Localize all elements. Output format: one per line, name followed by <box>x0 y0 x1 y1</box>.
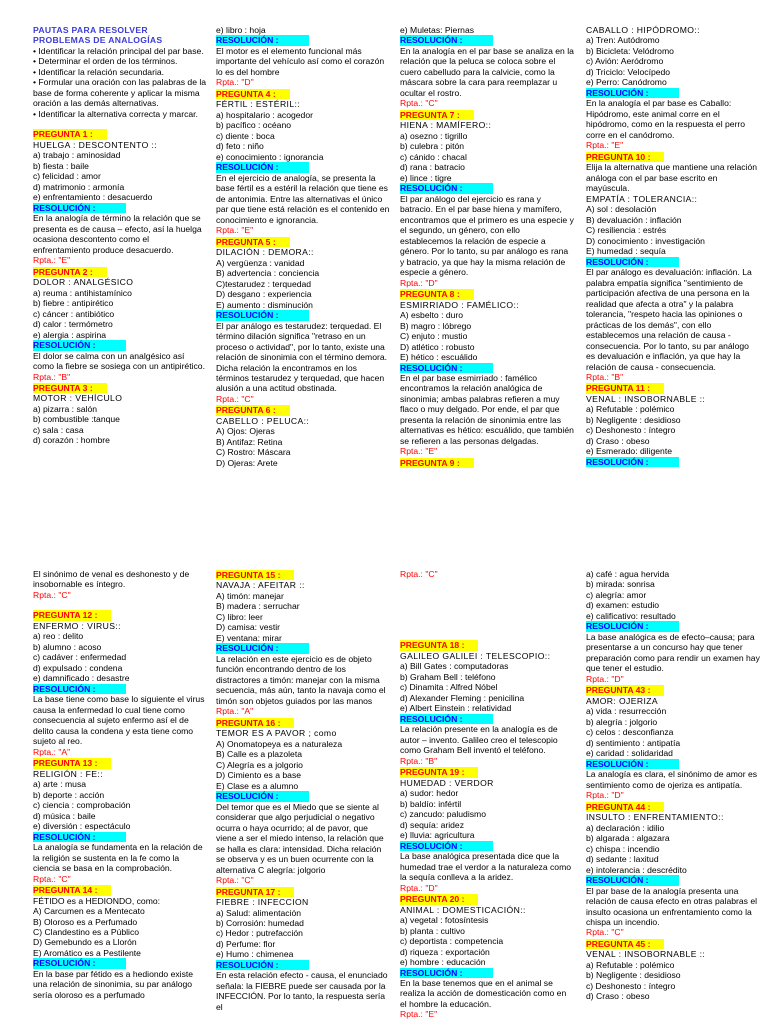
answer-key: Rpta.: "A" <box>216 706 254 717</box>
analogy-pair: ANIMAL : DOMESTICACIÓN:: <box>400 904 526 915</box>
question-heading: PREGUNTA 3 : <box>33 383 107 393</box>
answer-option: e) diversión : espectáculo <box>33 821 131 832</box>
answer-key: Rpta.: "C" <box>400 98 438 109</box>
explanation-text: El par análogo es devaluación: inflación. La palabra empatía significa "sentimiento de participación afectiva de una persona en la realidad que afecta a otra" y la palabra tolerancia, "respeto hacia las opiniones o prácticas de los demás", con ello establecemos una relación de causa - consecuencia. Por lo tanto, su par análogo es devaluación e inflación, ya que hay la relación de causa - consecuencia. <box>586 267 752 372</box>
answer-option: e) libro : hoja <box>216 25 266 35</box>
analogy-pair: ESMIRRIADO : FAMÉLICO:: <box>400 299 520 310</box>
column-5 <box>33 569 207 1024</box>
answer-option: D) conocimiento : investigación <box>586 235 705 246</box>
answer-option: d) feto : niño <box>216 141 264 152</box>
answer-key: Rpta.: "B" <box>586 371 624 382</box>
guideline-item: • Identificar la relación secundaria. <box>33 66 165 77</box>
guideline-item: • Determinar el orden de los términos. <box>33 56 178 67</box>
answer-option: E) aumento : disminución <box>216 299 313 310</box>
answer-option: C) Clandestino es a Público <box>33 926 140 937</box>
column-2 <box>216 25 390 515</box>
analogy-pair: VENAL : INSOBORNABLE :: <box>586 949 706 960</box>
answer-option: B) Antifaz: Retina <box>216 436 283 447</box>
answer-option: e) Muletas: Piernas <box>400 25 475 35</box>
answer-option: e) lince : tigre <box>400 172 452 183</box>
answer-option: a) reuma : antihistamínico <box>33 287 132 298</box>
question-heading: PREGUNTA 20 : <box>400 894 478 904</box>
explanation-text: El sinónimo de venal es deshonesto y de insobornable es íntegro. <box>33 569 190 590</box>
analogy-pair: INSULTO : ENFRENTAMIENTO:: <box>586 812 724 823</box>
answer-key: Rpta.: "D" <box>400 277 438 288</box>
spacer <box>33 119 207 128</box>
answer-option: d) sentimiento : antipatía <box>586 737 681 748</box>
answer-option: a) Tren: Autódromo <box>586 35 660 46</box>
answer-option: c) zancudo: paludismo <box>400 809 486 820</box>
explanation-text: En la base par fétido es a hediondo existe una relación de sinonimia, su par análogo sería oloroso es a perfumado <box>33 968 194 1000</box>
answer-option: B) magro : lóbrego <box>400 320 472 331</box>
answer-option: b) baldío: infértil <box>400 798 462 809</box>
answer-option: E) humedad : sequía <box>586 246 666 257</box>
guideline-item: • Identificar la alternativa correcta y marcar. <box>33 108 198 119</box>
answer-key: Rpta.: "E" <box>400 1009 438 1020</box>
answer-key: Rpta.: "C" <box>33 873 71 884</box>
explanation-text: La analogía se fundamenta en la relación de la religión se sustenta en la fe como la ciencia se basa en la comprobación. <box>33 842 203 874</box>
answer-option: a) declaración : idilio <box>586 822 665 833</box>
answer-option: D) Cimiento es a base <box>216 770 302 781</box>
answer-option: A) Carcumen es a Mentecato <box>33 906 145 917</box>
explanation-text: En esta relación efecto - causa, el enunciado señala: la FIEBRE puede ser causada por la INFECCIÓN. Por lo tanto, la respuesta sería el <box>216 970 388 1012</box>
question-heading: PREGUNTA 45 : <box>586 939 664 949</box>
question-heading: PREGUNTA 4 : <box>216 89 290 99</box>
column-1 <box>33 25 207 515</box>
question-heading: PREGUNTA 17 : <box>216 887 294 897</box>
analogy-pair: FÉRTIL : ESTÉRIL:: <box>216 99 301 110</box>
explanation-text: El motor es el elemento funcional más importante del vehículo así como el corazón lo es del hombre <box>216 45 385 77</box>
answer-option: e) Humo : chimenea <box>216 949 294 960</box>
answer-option: A) timón: manejar <box>216 590 284 601</box>
answer-key: Rpta.: "B" <box>400 755 438 766</box>
answer-key: Rpta.: "A" <box>33 746 71 757</box>
explanation-text: En el par base esmirriado : famélico encontramos la relación analógica de sinonimia; ambas palabras refieren a muy flaco o muy delgado. Por ende, el par que presenta la relación de sinonimia entre las alternativas es hético: escuálido, que también se refieren a las personas delgadas. <box>400 372 574 446</box>
question-heading: PREGUNTA 18 : <box>400 640 478 650</box>
resolution-heading: RESOLUCIÓN : <box>400 968 493 978</box>
answer-option: b) culebra : pitón <box>400 141 465 152</box>
answer-option: D) Gemebundo es a Llorón <box>33 937 137 948</box>
question-heading: PREGUNTA 2 : <box>33 267 107 277</box>
answer-option: b) deporte : acción <box>33 789 105 800</box>
question-heading: PREGUNTA 8 : <box>400 289 474 299</box>
question-heading: PREGUNTA 15 : <box>216 570 294 580</box>
question-heading: PREGUNTA 6 : <box>216 405 290 415</box>
answer-option: D) desgano : experiencia <box>216 289 312 300</box>
spacer <box>33 600 207 609</box>
answer-key: Rpta.: "E" <box>586 140 624 151</box>
answer-option: a) Bill Gates : computadoras <box>400 661 509 672</box>
answer-option: d) matrimonio : armonía <box>33 181 125 192</box>
resolution-heading: RESOLUCIÓN : <box>33 684 126 694</box>
answer-option: c) alegría: amor <box>586 589 647 600</box>
analogy-pair: NAVAJA : AFEITAR :: <box>216 580 305 591</box>
answer-option: b) Corrosión: humedad <box>216 917 304 928</box>
answer-option: c) chispa : incendio <box>586 843 660 854</box>
resolution-heading: RESOLUCIÓN : <box>400 841 493 851</box>
answer-option: c) sala : casa <box>33 424 84 435</box>
answer-option: a) sudor: hedor <box>400 788 459 799</box>
question-heading: PREGUNTA 43 : <box>586 685 664 695</box>
answer-option: b) Graham Bell : teléfono <box>400 671 496 682</box>
answer-option: c) ciencia : comprobación <box>33 800 131 811</box>
answer-option: d) corazón : hombre <box>33 435 110 446</box>
answer-option: a) pizarra : salón <box>33 403 98 414</box>
analogy-pair: RELIGIÓN : FE:: <box>33 768 103 779</box>
answer-option: C) Alegría es a jolgorio <box>216 759 303 770</box>
answer-option: B) devaluación : inflación <box>586 214 682 225</box>
answer-key: Rpta.: "D" <box>586 673 624 684</box>
analogy-pair: CABELLO : PELUCA:: <box>216 415 310 426</box>
question-heading: PREGUNTA 7 : <box>400 110 474 120</box>
answer-option: d) Alexander Fleming : penicilina <box>400 692 525 703</box>
answer-option: a) Salud: alimentación <box>216 907 302 918</box>
answer-key: Rpta.: "B" <box>33 371 71 382</box>
explanation-text: En la analogía de término la relación que se presenta es de causa – efecto, así la huelga ocasiona descontento como el enfrentamiento produce desacuerdo. <box>33 213 202 255</box>
answer-option: A) vergüenza : vanidad <box>216 257 305 268</box>
answer-key: Rpta.: "C" <box>586 927 624 938</box>
explanation-text: La analogía es clara, el sinónimo de amor es sentimiento como de ojeriza es antipatía. <box>586 769 758 790</box>
answer-option: B) advertencia : conciencia <box>216 268 320 279</box>
answer-option: b) mirada: sonrisa <box>586 579 655 590</box>
answer-key: Rpta.: "E" <box>400 446 438 457</box>
answer-key: Rpta.: "D" <box>586 790 624 801</box>
answer-option: B) madera : serruchar <box>216 601 300 612</box>
resolution-heading: RESOLUCIÓN : <box>586 759 679 769</box>
answer-option: B) Oloroso es a Perfumado <box>33 916 138 927</box>
explanation-text: El par base de la analogía presenta una relación de causa efecto en otras palabras el insulto ocasiona un enfrentamiento como la chispa un incendio. <box>586 885 758 927</box>
question-text: FÉTIDO es a HEDIONDO, como: <box>33 895 161 906</box>
answer-option: A) esbelto : duro <box>400 310 464 321</box>
column-7 <box>400 569 574 1024</box>
question-heading: PREGUNTA 19 : <box>400 767 478 777</box>
answer-option: c) cáncer : antibiótico <box>33 308 115 319</box>
answer-option: a) café : agua hervida <box>586 569 670 579</box>
analogy-pair: GALILEO GALILEI : TELESCOPIO:: <box>400 650 551 661</box>
answer-option: b) alumno : acoso <box>33 641 102 652</box>
explanation-text: El par análogo del ejercicio es rana y batracio. En el par base hiena y mamífero, encontramos que el primero es una especie y el segundo, un género, con ello establecemos la relación de especie a género. Por lo tanto, su par análogo es rana y batracio, ya que hay la misma relación de especie a género. <box>400 193 574 278</box>
explanation-text: La base tiene como base lo siguiente el virus causa la enfermedad lo cual tiene como consecuencia al sujeto enfermo así el de delito causa la condena y esta tiene como sujeto al reo. <box>33 694 205 747</box>
answer-option: b) combustible :tanque <box>33 414 120 425</box>
answer-option: a) vegetal : fotosíntesis <box>400 915 489 926</box>
answer-option: a) osezno : tigrillo <box>400 130 468 141</box>
analogy-pair: DILACIÓN : DEMORA:: <box>216 247 314 258</box>
answer-option: c) Deshonesto : íntegro <box>586 980 676 991</box>
answer-option: C) enjuto : mustio <box>400 331 468 342</box>
answer-option: c) deportista : competencia <box>400 936 504 947</box>
guideline-item: • Formular una oración con las palabras de la base de forma coherente y aplicar la misma oración a las demás alternativas. <box>33 77 207 109</box>
answer-option: C) resiliencia : estrés <box>586 225 667 236</box>
explanation-text: Del temor que es el Miedo que se siente al considerar que algo perjudicial o negativo ocurra o haya ocurrido; al de pavor, que viene a ser el miedo intenso, la relación que se halla es clara: intensidad. Dicha relación se observa y es un buen ocurrente con la alternativa C alegría: jolgorio <box>216 801 384 875</box>
answer-key: Rpta.: "C" <box>216 393 254 404</box>
resolution-heading: RESOLUCIÓN : <box>400 714 493 724</box>
answer-option: a) hospitalario : acogedor <box>216 109 313 120</box>
resolution-heading: RESOLUCIÓN : <box>33 203 126 213</box>
answer-option: c) Hedor : putrefacción <box>216 928 303 939</box>
answer-key: Rpta.: "E" <box>33 255 71 266</box>
explanation-text: En el ejercicio de analogía, se presenta la base fértil es a estéril la relación que tiene es de antonimia. Entre las alternativas el único par que tiene está relación es el contenido en conocimiento e ignorancia. <box>216 172 390 225</box>
answer-option: c) celos : desconfianza <box>586 727 674 738</box>
answer-option: a) vida : resurrección <box>586 706 667 717</box>
answer-option: d) Craso : obeso <box>586 435 650 446</box>
column-6 <box>216 569 390 1024</box>
resolution-heading: RESOLUCIÓN : <box>216 162 309 172</box>
answer-option: d) calor : termómetro <box>33 319 113 330</box>
resolution-heading: RESOLUCIÓN : <box>400 35 493 45</box>
explanation-text: La relación presente en la analogía es de autor – invento. Galileo creo el telescopio como Graham Bell inventó el teléfono. <box>400 724 558 756</box>
analogy-pair: HUMEDAD : VERDOR <box>400 777 494 788</box>
answer-option: e) caridad : solidaridad <box>586 748 673 759</box>
question-heading: PREGUNTA 14 : <box>33 885 111 895</box>
analogy-pair: DOLOR : ANALGÉSICO <box>33 277 134 288</box>
answer-option: b) Negligente : desidioso <box>586 414 681 425</box>
resolution-heading: RESOLUCIÓN : <box>586 457 679 467</box>
answer-option: d) Perfume: flor <box>216 938 276 949</box>
resolution-heading: RESOLUCIÓN : <box>586 621 679 631</box>
answer-option: D) camisa: vestir <box>216 622 280 633</box>
answer-option: b) planta : cultivo <box>400 925 465 936</box>
answer-key: Rpta.: "C" <box>400 569 438 579</box>
question-heading: PREGUNTA 12 : <box>33 610 111 620</box>
spacer <box>400 579 574 639</box>
answer-option: e) Perro: Canódromo <box>586 77 667 88</box>
explanation-text: La base analógica es de efecto–causa; para presentarse a un concurso hay que tener preparación como para rendir un examen hay que tener el estudio. <box>586 631 760 674</box>
resolution-heading: RESOLUCIÓN : <box>400 183 493 193</box>
answer-option: c) Dinamita : Alfred Nóbel <box>400 682 498 693</box>
answer-option: C) Rostro: Máscara <box>216 447 291 458</box>
answer-key: Rpta.: "D" <box>400 882 438 893</box>
answer-option: E) Clase es a alumno <box>216 780 299 791</box>
explanation-text: En la analogía el par base es Caballo: Hipódromo, este animal corre en el hipódromo, como en la respuesta el perro corre en el canódromo. <box>586 98 746 140</box>
answer-option: d) música : baile <box>33 810 96 821</box>
column-8 <box>586 569 760 1024</box>
resolution-heading: RESOLUCIÓN : <box>33 340 126 350</box>
answer-option: c) Avión: Aeródromo <box>586 56 664 67</box>
resolution-heading: RESOLUCIÓN : <box>586 875 679 885</box>
answer-option: A) sol : desolación <box>586 204 657 215</box>
explanation-text: El par análogo es testarudez: terquedad. El término dilación significa "retraso en un proceso o actividad", por lo tanto, existe una relación de sinonimia con el término demora. Dicha relación la encontramos en los términos testarudez y terquedad, que hacen alusión a una actitud obstinada. <box>216 320 388 394</box>
question-heading: PREGUNTA 16 : <box>216 718 294 728</box>
analogy-pair: CABALLO : HIPÓDROMO:: <box>586 25 700 35</box>
question-heading: PREGUNTA 9 : <box>400 458 474 468</box>
answer-key: Rpta.: "C" <box>33 589 71 600</box>
resolution-heading: RESOLUCIÓN : <box>33 958 126 968</box>
guideline-item: • Identificar la relación principal del par base. <box>33 45 204 56</box>
resolution-heading: RESOLUCIÓN : <box>216 643 309 653</box>
question-heading: PREGUNTA 1 : <box>33 129 107 139</box>
answer-option: b) algarada : algazara <box>586 833 670 844</box>
explanation-text: Elija la alternativa que mantiene una relación análoga con el par base escrito en mayúscula. <box>586 162 758 194</box>
answer-option: b) alegría : jolgorio <box>586 716 658 727</box>
resolution-heading: RESOLUCIÓN : <box>586 257 679 267</box>
analogy-pair: ENFERMO : VIRUS:: <box>33 620 121 631</box>
answer-option: c) Deshonesto : íntegro <box>586 425 676 436</box>
answer-option: e) enfrentamiento : desacuerdo <box>33 192 153 203</box>
answer-option: b) fiebre : antipirético <box>33 298 114 309</box>
analogy-pair: EMPATÍA : TOLERANCIA:: <box>586 193 698 204</box>
answer-option: c) cánido : chacal <box>400 151 467 162</box>
answer-option: e) hombre : educación <box>400 957 486 968</box>
answer-option: e) lluvia: agricultura <box>400 830 475 841</box>
question-heading: PREGUNTA 10 : <box>586 152 664 162</box>
resolution-heading: RESOLUCIÓN : <box>33 832 126 842</box>
resolution-heading: RESOLUCIÓN : <box>216 960 309 970</box>
answer-option: e) alergia : aspirina <box>33 329 107 340</box>
analogy-pair: TEMOR ES A PAVOR ; como <box>216 728 337 739</box>
question-heading: PREGUNTA 44 : <box>586 802 664 812</box>
answer-key: Rpta.: "E" <box>216 225 254 236</box>
answer-option: b) Negligente : desidioso <box>586 970 681 981</box>
answer-option: c) diente : boca <box>216 130 275 141</box>
answer-option: e) damnificado : desastre <box>33 673 130 684</box>
analogy-pair: FIEBRE : INFECCION <box>216 897 309 908</box>
answer-key: Rpta.: "D" <box>216 77 254 88</box>
explanation-text: El dolor se calma con un analgésico así como la fiebre se sosiega con un antipirético. <box>33 350 205 372</box>
answer-option: E) ventana: mirar <box>216 632 282 643</box>
analogy-pair: MOTOR : VEHÍCULO <box>33 393 123 404</box>
answer-option: b) pacífico : océano <box>216 120 292 131</box>
answer-option: d) riqueza : exportación <box>400 946 490 957</box>
question-heading: PREGUNTA 5 : <box>216 237 290 247</box>
explanation-text: La base analógica presentada dice que la humedad trae el verdor a la naturaleza como la sequía conlleva a la aridez. <box>400 851 572 883</box>
answer-option: e) calificativo: resultado <box>586 610 676 621</box>
answer-option: E) Aromático es a Pestilente <box>33 947 141 958</box>
answer-option: e) intolerancia : descrédito <box>586 864 687 875</box>
answer-option: a) trabajo : aminosidad <box>33 150 121 161</box>
answer-key: Rpta.: "C" <box>216 875 254 886</box>
answer-option: d) rana : batracio <box>400 162 465 173</box>
resolution-heading: RESOLUCIÓN : <box>400 363 493 373</box>
answer-option: e) Albert Einstein : relatividad <box>400 703 512 714</box>
analogy-pair: HUELGA : DESCONTENTO :: <box>33 139 158 150</box>
answer-option: d) Craso : obeso <box>586 991 650 1002</box>
answer-option: D) atlético : robusto <box>400 341 475 352</box>
answer-option: C)testarudez : terquedad <box>216 278 312 289</box>
explanation-text: En la base tenemos que en el animal se realiza la acción de domesticación como en el hombre la educación. <box>400 977 567 1009</box>
answer-option: d) sedante : laxitud <box>586 854 659 865</box>
column-3 <box>400 25 574 515</box>
answer-option: b) Bicicleta: Velódromo <box>586 45 674 56</box>
answer-option: a) reo : delito <box>33 631 84 642</box>
answer-option: d) sequía: aridez <box>400 819 465 830</box>
answer-option: e) Esmerado: diligente <box>586 446 672 457</box>
answer-option: B) Calle es a plazoleta <box>216 749 302 760</box>
resolution-heading: RESOLUCIÓN : <box>216 791 309 801</box>
answer-option: C) libro: leer <box>216 611 263 622</box>
analogy-pair: VENAL : INSOBORNABLE :: <box>586 393 706 404</box>
answer-option: a) Refutable : polémico <box>586 959 675 970</box>
resolution-heading: RESOLUCIÓN : <box>216 35 309 45</box>
document-title: PAUTAS PARA RESOLVER PROBLEMAS DE ANALOGÍAS <box>33 25 163 46</box>
answer-option: d) Triciclo: Velocípedo <box>586 66 671 77</box>
analogy-pair: HIENA : MAMÍFERO:: <box>400 120 492 131</box>
answer-option: A) Onomatopeya es a naturaleza <box>216 738 343 749</box>
answer-option: A) Ojos: Ojeras <box>216 426 275 437</box>
answer-option: E) hético : escuálido <box>400 352 478 363</box>
question-heading: PREGUNTA 13 : <box>33 758 111 768</box>
answer-option: c) cadáver : enfermedad <box>33 652 127 663</box>
analogy-pair: AMOR: OJERIZA <box>586 695 659 706</box>
answer-option: a) arte : musa <box>33 779 87 790</box>
answer-option: b) fiesta : baile <box>33 160 89 171</box>
answer-option: c) felicidad : amor <box>33 171 101 182</box>
resolution-heading: RESOLUCIÓN : <box>586 88 679 98</box>
answer-option: d) examen: estudio <box>586 600 660 611</box>
explanation-text: En la analogía en el par base se analiza en la relación que la peluca se coloca sobre el cuero cabelludo para la calvicie, como la máscara sobre la cara para reemplazar u ocultar el rostro. <box>400 45 574 98</box>
column-4 <box>586 25 760 515</box>
answer-option: a) Refutable : polémico <box>586 404 675 415</box>
answer-option: e) conocimiento : ignorancia <box>216 151 324 162</box>
answer-option: D) Ojeras: Arete <box>216 457 278 468</box>
explanation-text: La relación en este ejercicio es de objeto función encontrando dentro de los distractores a timón: manejar con la misma secuencia, más aún, tanto la navaja como el timón son objetos guiados por las manos <box>216 653 386 706</box>
resolution-heading: RESOLUCIÓN : <box>216 310 309 320</box>
question-heading: PREGUNTA 11 : <box>586 383 664 393</box>
answer-option: d) expulsado : condena <box>33 662 123 673</box>
